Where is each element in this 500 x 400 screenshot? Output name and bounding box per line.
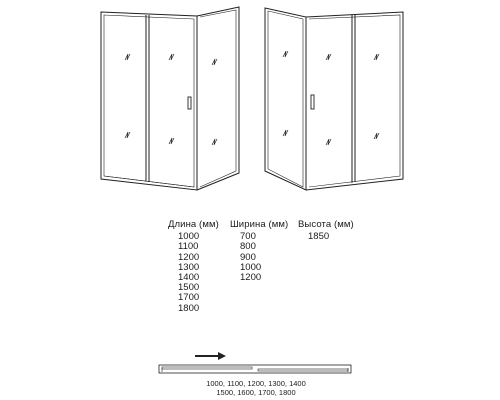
left-enclosure-view: [101, 7, 239, 190]
sliding-caption-line-1: 1000, 1100, 1200, 1300, 1400: [206, 379, 306, 388]
length-value: 1400: [178, 272, 200, 284]
length-value: 1500: [178, 282, 200, 294]
right-door-divider: [352, 15, 355, 183]
left-side-panel: [197, 7, 239, 190]
width-value: 700: [240, 231, 256, 243]
left-door-divider: [146, 15, 149, 182]
height-value: 1850: [308, 231, 330, 243]
length-header: Длина (мм): [168, 219, 219, 230]
height-column: [298, 220, 354, 242]
door-handle-icon: [311, 95, 314, 109]
right-side-panel: [265, 8, 306, 190]
right-enclosure-view: [265, 8, 403, 190]
glass-reflection-icon: [125, 51, 379, 145]
length-value: 1000: [178, 231, 200, 243]
width-value: 800: [240, 241, 256, 253]
width-value: 1000: [240, 261, 262, 273]
sliding-caption-line-2: 1500, 1600, 1700, 1800: [216, 388, 296, 397]
width-header: Ширина (мм): [230, 219, 289, 230]
width-value: 900: [240, 251, 256, 263]
height-header: Высота (мм): [298, 219, 354, 230]
length-value: 1100: [178, 241, 199, 253]
width-column: [230, 220, 288, 283]
door-handle-icon: [188, 97, 191, 109]
sliding-top-view: [159, 352, 351, 373]
length-value: 1300: [178, 261, 200, 273]
width-value: 1200: [240, 272, 262, 284]
length-value: 1200: [178, 251, 200, 263]
length-value: 1700: [178, 292, 200, 304]
length-value: 1800: [178, 302, 200, 314]
length-column: [168, 220, 219, 314]
